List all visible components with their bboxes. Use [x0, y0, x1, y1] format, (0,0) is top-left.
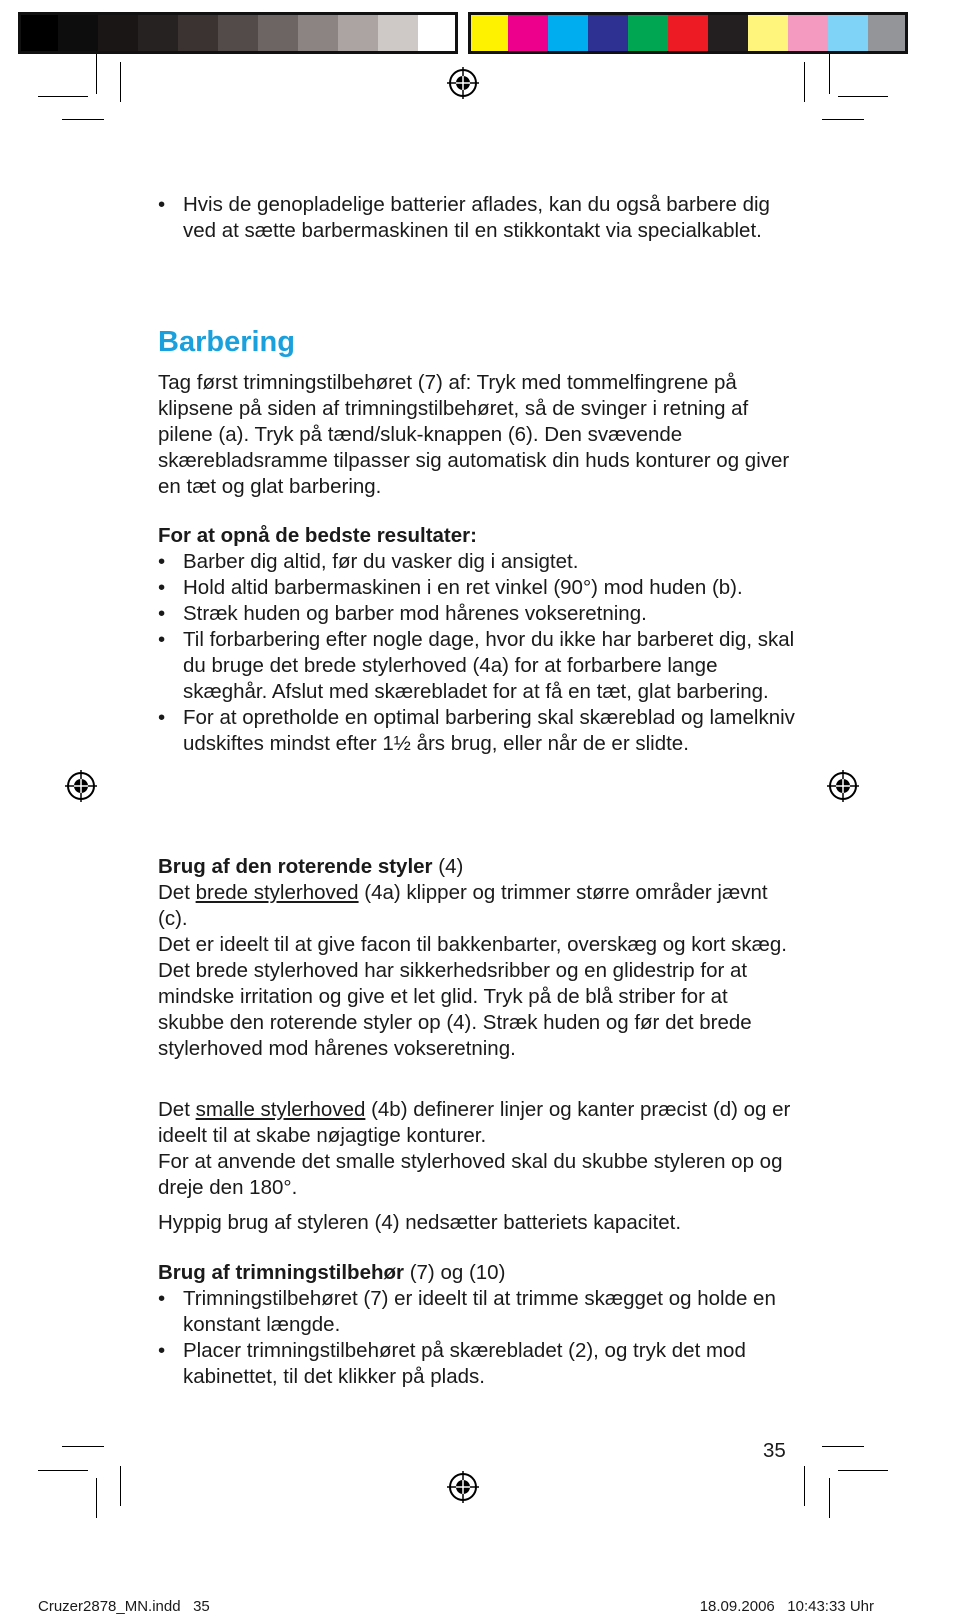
bullet-icon: • — [158, 706, 166, 729]
list-item: • For at opretholde en optimal barbering skal skæreblad og lamelkniv udskiftes mindst efter 1½ års brug, eller når de er slidte. — [158, 706, 795, 755]
registration-mark-icon — [446, 66, 480, 100]
styler-paragraph-narrow: Det smalle stylerhoved (4b) definerer linjer og kanter præcist (d) og er ideelt til at skabe nøjagtige konturer. For at anvende det smalle stylerhoved skal du skubbe styleren op og dreje den 180°. — [158, 1098, 791, 1199]
page-number: 35 — [763, 1439, 786, 1462]
color-swatch-frame — [468, 12, 908, 54]
intro-paragraph: Tag først trimningstilbehøret (7) af: Tryk med tommelfingrene på klipsene på siden af trimningstilbehøret, så de svinger i retning af pilene (a). Tryk på tænd/sluk-knappen (6). Den svævende skærebladsramme tilpasser sig automatisk din huds konturer og giver en tæt og glat barbering. — [158, 371, 790, 498]
crop-mark — [38, 1470, 88, 1471]
bullet-icon: • — [158, 193, 166, 216]
subheading: Brug af den roterende styler (4) — [158, 855, 464, 878]
subheading: Brug af trimningstilbehør (7) og (10) — [158, 1261, 506, 1284]
styler-paragraph-wide: Det brede stylerhoved (4a) klipper og trimmer større områder jævnt (c). Det er ideelt til at give facon til bakkenbarter, overskæg og kort skæg. Det brede stylerhoved har sikkerhedsribber og en glidestrip for at mindske irritation og give et let glid. Tryk på de blå striber for at skubbe den roterende styler op (4). Stræk huden og før det brede stylerhoved mod hårenes vokseretning. — [158, 881, 787, 1060]
crop-mark — [829, 54, 830, 94]
subheading: For at opnå de bedste resultater: — [158, 524, 477, 547]
styler-block — [158, 854, 798, 1062]
intro-bullet-list — [158, 192, 798, 244]
list-item: • Trimningstilbehøret (7) er ideelt til at trimme skægget og holde en konstant længde. — [158, 1287, 776, 1336]
list-item: • Hold altid barbermaskinen i en ret vinkel (90°) mod huden (b). — [158, 576, 743, 599]
registration-mark-icon — [64, 769, 98, 803]
bullet-icon: • — [158, 1339, 166, 1362]
crop-mark — [62, 119, 104, 120]
trimmer-bullet-list — [158, 1286, 798, 1390]
list-item: • Til forbarbering efter nogle dage, hvor du ikke har barberet dig, skal du bruge det brede stylerhoved (4a) for at forbarbere lange skæghår. Afslut med skærebladet for at få en tæt, glat barbering. — [158, 628, 795, 703]
crop-mark — [838, 1470, 888, 1471]
bullet-icon: • — [158, 602, 166, 625]
crop-mark — [38, 96, 88, 97]
crop-mark — [804, 62, 805, 102]
list-item: • Placer trimningstilbehøret på skærebladet (2), og tryk det mod kabinettet, til det klikker på plads. — [158, 1339, 746, 1388]
crop-mark — [120, 1466, 121, 1506]
bullet-icon: • — [158, 550, 166, 573]
crop-mark — [822, 119, 864, 120]
section-barbering — [158, 325, 798, 359]
gray-swatch-frame — [18, 12, 458, 54]
intro-section — [158, 192, 798, 244]
bullet-icon: • — [158, 628, 166, 651]
list-item: • Hvis de genopladelige batterier aflades, kan du også barbere dig ved at sætte barbermaskinen til en stikkontakt via specialkablet. — [158, 193, 770, 242]
list-item: • Stræk huden og barber mod hårenes vokseretning. — [158, 602, 647, 625]
crop-mark — [838, 96, 888, 97]
styler-note: Hyppig brug af styleren (4) nedsætter batteriets kapacitet. — [158, 1211, 682, 1234]
bullet-icon: • — [158, 1287, 166, 1310]
crop-mark — [96, 1478, 97, 1518]
crop-mark — [829, 1478, 830, 1518]
crop-mark — [822, 1446, 864, 1447]
color-calibration-bar — [18, 12, 936, 54]
crop-mark — [120, 62, 121, 102]
intro-paragraph-block — [158, 370, 798, 500]
crop-mark — [62, 1446, 104, 1447]
crop-mark — [96, 54, 97, 94]
crop-mark — [804, 1466, 805, 1506]
best-results-block — [158, 523, 798, 757]
bullet-icon: • — [158, 576, 166, 599]
styler-note-block — [158, 1210, 798, 1236]
registration-mark-icon — [446, 1470, 480, 1504]
footer-timestamp: 18.09.2006 10:43:33 Uhr — [699, 1598, 874, 1615]
list-item: • Barber dig altid, før du vasker dig i ansigtet. — [158, 550, 579, 573]
registration-mark-icon — [826, 769, 860, 803]
footer-filename: Cruzer2878_MN.indd 35 — [38, 1598, 210, 1615]
results-bullet-list — [158, 549, 798, 757]
trimmer-block — [158, 1260, 798, 1390]
styler-narrow-block — [158, 1097, 798, 1201]
section-heading: Barbering — [158, 326, 295, 358]
